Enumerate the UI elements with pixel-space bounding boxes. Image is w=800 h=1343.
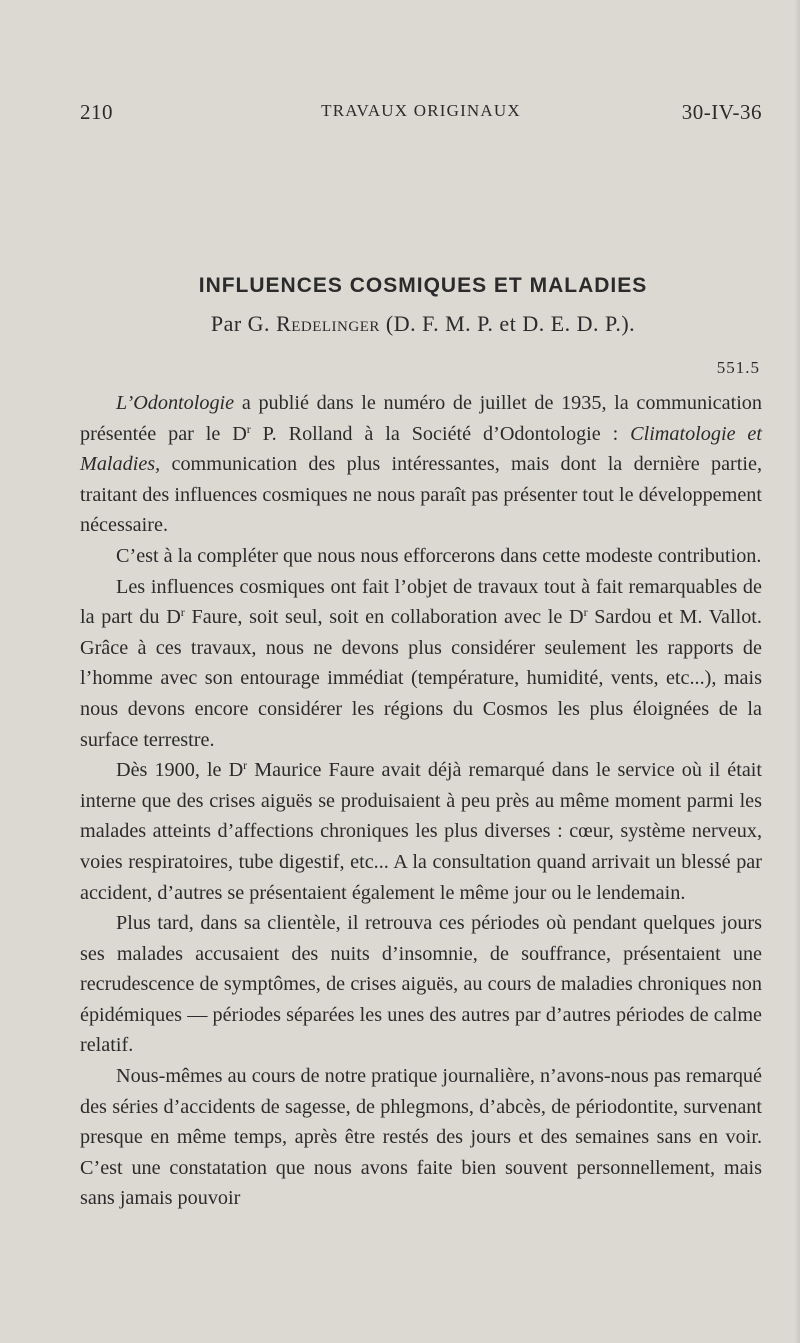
- page-edge-shadow: [794, 0, 800, 1343]
- page-number: 210: [80, 100, 113, 124]
- paragraph: Nous-mêmes au cours de notre pratique journalière, n’avons-nous pas remarqué des séries d’accidents de sagesse, de phlegmons, d’abcès, de périodontite, survenant presque en même temps, après être restés des jours et des semaines sans en voir. C’est une constatation que nous avons faite bien souvent personnellement, mais sans jamais pouvoir: [80, 1065, 762, 1210]
- paragraph: [80, 388, 762, 541]
- text-run: Dès 1900, le D: [116, 759, 244, 782]
- paragraph: C’est à la compléter que nous nous efforcerons dans cette modeste contribution.: [116, 544, 762, 567]
- issue-date: 30-IV-36: [681, 100, 762, 124]
- text-run: P. Rolland à la Société d’Odontologie :: [250, 422, 631, 445]
- superscript: r: [243, 758, 248, 773]
- text-run: Faure, soit seul, soit en collaboration avec le D: [184, 606, 584, 629]
- byline-prefix: Par G.: [210, 311, 271, 336]
- paragraph: [80, 572, 762, 756]
- text-run: Sardou et M. Vallot. Grâce à ces travaux, nous ne devons plus considérer seulement les rapports de l’homme avec son entourage immédiat (température, humidité, vents, etc...), mais nous devons encore considérer les régions du Cosmos les plus éloignées de la surface terrestre.: [80, 606, 762, 751]
- superscript: r: [246, 421, 251, 436]
- text-run: Maurice Faure avait déjà remarqué dans le service où il était interne que des crises aiguës se produisaient à peu près au même moment parmi les malades atteints d’affections chroniques les plus diverses : cœur, système nerveux, voies respiratoires, tube digestif, etc... A la consultation quand arrivait un blessé par accident, d’autres se présentaient également le même jour ou le lendemain.: [80, 759, 762, 904]
- author-name: Redelinger: [276, 311, 380, 336]
- communication-title: Climatologie et Maladies,: [80, 422, 762, 476]
- author-credentials: (D. F. M. P. et D. E. D. P.).: [385, 311, 636, 336]
- paragraph: Plus tard, dans sa clientèle, il retrouva ces périodes où pendant quelques jours ses malades accusaient des nuits d’insomnie, de souffrance, présentaient une recrudescence de symptômes, de crises aiguës, au cours de maladies chroniques non épidémiques — périodes séparées les unes des autres par d’autres périodes de calme relatif.: [80, 912, 762, 1057]
- classification-number: 551.5: [716, 358, 760, 377]
- text-run: communication des plus intéressantes, mais dont la dernière partie, traitant des influences cosmiques ne nous paraît pas présenter tout le développement nécessaire.: [80, 453, 762, 537]
- running-title: TRAVAUX ORIGINAUX: [321, 101, 521, 120]
- journal-name: L’Odontologie: [116, 392, 235, 414]
- article-title: INFLUENCES COSMIQUES ET MALADIES: [198, 274, 648, 297]
- paragraph: [80, 755, 762, 908]
- superscript: r: [583, 605, 588, 620]
- text-run: Les influences cosmiques ont fait l’objet de travaux tout à fait remarquables de la part du D: [80, 575, 762, 629]
- superscript: r: [180, 605, 185, 620]
- text-run: a publié dans le numéro de juillet de 1935, la communication présentée par le D: [80, 392, 762, 445]
- byline: [0, 311, 800, 337]
- article-body: [80, 388, 762, 1214]
